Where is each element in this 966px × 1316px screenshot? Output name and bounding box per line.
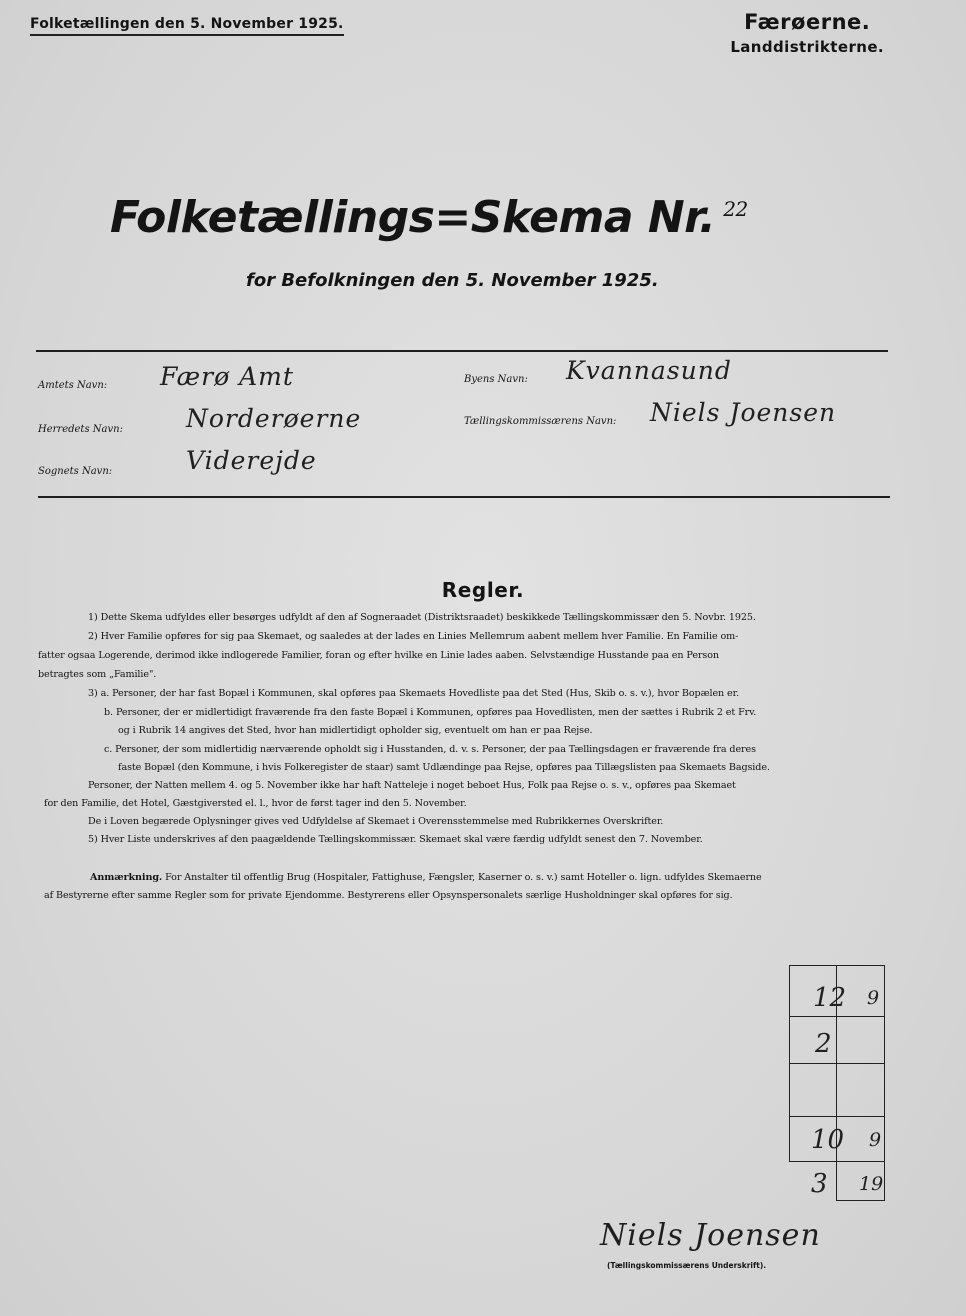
rule-line: 5) Hver Liste underskrives af den paagældende Tællingskommissær. Skemaet skal være færdig udfyldt senest den 7. November. bbox=[88, 834, 703, 845]
note-line-2: af Bestyrerne efter samme Regler som for private Ejendomme. Bestyrerens eller Opsynspersonalets særlige Husholdninger skal opføres for sig. bbox=[44, 890, 733, 901]
census-date-header: Folketællingen den 5. November 1925. bbox=[30, 16, 344, 36]
signature-handwritten: Niels Joensen bbox=[600, 1218, 821, 1253]
tally-cell bbox=[789, 1063, 837, 1117]
form-title bbox=[110, 192, 748, 243]
rule-line: 3) a. Personer, der har fast Bopæl i Kommunen, skal opføres paa Skemaets Hovedliste paa det Sted (Hus, Skib o. s. v.), hvor Bopælen er. bbox=[88, 688, 740, 699]
rule-line: betragtes som „Familie". bbox=[38, 669, 157, 680]
rule-line: og i Rubrik 14 angives det Sted, hvor han midlertidigt opholder sig, eventuelt om han er paa Rejse. bbox=[118, 725, 593, 736]
region-header bbox=[730, 10, 884, 56]
rule-line: fatter ogsaa Logerende, derimod ikke indlogerede Familier, foran og efter hvilke en Linie lades aaben. Selvstændige Husstande paa en Person bbox=[38, 650, 719, 661]
rule-line: b. Personer, der er midlertidigt fraværende fra den faste Bopæl i Kommunen, opføres paa Hovedlisten, men der sættes i Rubrik 2 et Frv. bbox=[104, 707, 757, 718]
region-name: Færøerne. bbox=[744, 10, 871, 34]
divider-top bbox=[36, 350, 888, 352]
district-name: Landdistrikterne. bbox=[730, 38, 884, 56]
rule-line: 2) Hver Familie opføres for sig paa Skemaet, og saaledes at der lades en Linies Mellemrum aabent mellem hver Familie. En Familie om- bbox=[88, 631, 739, 642]
herred-label: Herredets Navn: bbox=[38, 424, 123, 435]
sogn-value: Viderejde bbox=[186, 446, 317, 475]
kommissaer-label: Tællingskommissærens Navn: bbox=[464, 416, 617, 427]
tally-box bbox=[789, 965, 885, 1201]
rule-line: Personer, der Natten mellem 4. og 5. November ikke har haft Natteleje i noget beboet Hus, Folk paa Rejse o. s. v., opføres paa Skemaet bbox=[88, 780, 736, 791]
by-label: Byens Navn: bbox=[464, 374, 528, 385]
amt-value: Færø Amt bbox=[160, 362, 294, 391]
tally-cell bbox=[836, 1063, 885, 1117]
kommissaer-value: Niels Joensen bbox=[650, 398, 837, 427]
rule-line: De i Loven begærede Oplysninger gives ved Udfyldelse af Skemaet i Overensstemmelse med Rubrikkernes Overskrifter. bbox=[88, 816, 664, 827]
rule-line: faste Bopæl (den Kommune, i hvis Folkeregister de staar) samt Udlændinge paa Rejse, opføres paa Tillægslisten paa Skemaets Bagside. bbox=[118, 762, 770, 773]
note-label: Anmærkning. bbox=[90, 872, 163, 883]
sogn-label: Sognets Navn: bbox=[38, 466, 113, 477]
tally-cell bbox=[836, 1016, 885, 1064]
amt-label: Amtets Navn: bbox=[38, 380, 108, 391]
form-number: 22 bbox=[723, 197, 748, 221]
tally-value-row4-left: 10 bbox=[811, 1125, 845, 1155]
rule-line: 1) Dette Skema udfyldes eller besørges udfyldt af den af Sogneraadet (Distriktsraadet) beskikkede Tællingskommissær den 5. Novbr. 1925. bbox=[88, 612, 756, 623]
note-text-1: For Anstalter til offentlig Brug (Hospitaler, Fattighuse, Fængsler, Kaserner o. s. v.) samt Hoteller o. lign. udfyldes Skemaerne bbox=[165, 872, 762, 883]
signature-caption: (Tællingskommissærens Underskrift). bbox=[607, 1261, 767, 1270]
tally-value-row4-right: 9 bbox=[869, 1129, 882, 1151]
tally-value-row1-right: 9 bbox=[867, 987, 880, 1009]
tally-total-left: 3 bbox=[811, 1169, 828, 1199]
herred-value: Norderøerne bbox=[186, 404, 362, 433]
tally-total-right: 19 bbox=[859, 1173, 884, 1195]
rule-line: for den Familie, det Hotel, Gæstgiversted el. l., hvor de først tager ind den 5. November. bbox=[44, 798, 467, 809]
tally-value-row1-left: 12 bbox=[813, 983, 847, 1013]
form-subtitle: for Befolkningen den 5. November 1925. bbox=[246, 270, 659, 291]
tally-value-row2-left: 2 bbox=[815, 1029, 832, 1059]
rules-heading: Regler. bbox=[441, 578, 525, 602]
note-line-1 bbox=[90, 872, 762, 883]
by-value: Kvannasund bbox=[566, 356, 732, 385]
rule-line: c. Personer, der som midlertidig nærværende opholdt sig i Husstanden, d. v. s. Personer, der paa Tællingsdagen er fraværende fra deres bbox=[104, 744, 756, 755]
form-title-text: Folketællings=Skema Nr. bbox=[110, 192, 716, 243]
divider-bottom bbox=[38, 496, 890, 498]
